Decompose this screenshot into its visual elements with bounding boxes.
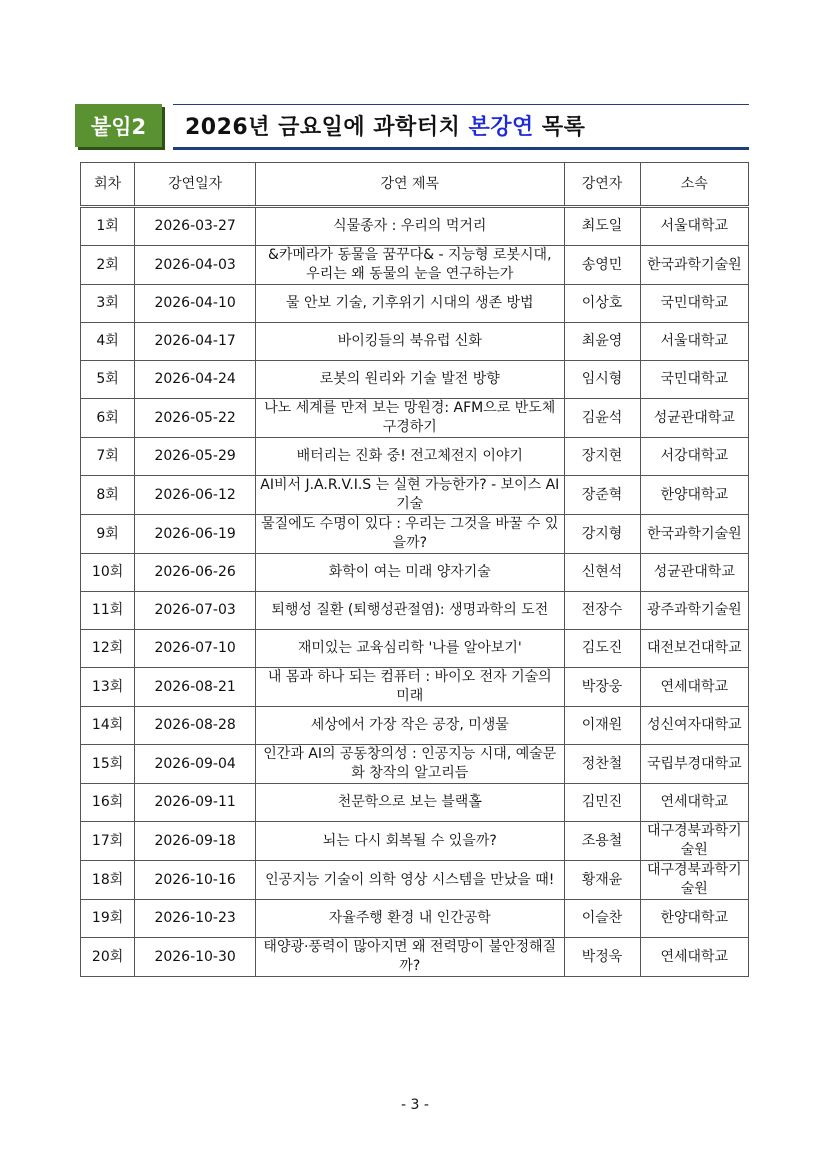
- cell-affiliation: 연세대학교: [640, 938, 748, 977]
- cell-title: 내 몸과 하나 되는 컴퓨터 : 바이오 전자 기술의 미래: [256, 668, 564, 707]
- cell-no: 9회: [81, 515, 135, 554]
- title-highlight: 본강연: [468, 115, 534, 140]
- cell-title: &카메라가 동물을 꿈꾸다& - 지능형 로봇시대, 우리는 왜 동물의 눈을 연구하는가: [256, 246, 564, 285]
- cell-no: 2회: [81, 246, 135, 285]
- cell-date: 2026-06-26: [135, 554, 256, 592]
- table-row: [81, 246, 749, 285]
- column-header-no: 회차: [81, 163, 135, 207]
- cell-no: 6회: [81, 399, 135, 438]
- cell-affiliation: 성균관대학교: [640, 399, 748, 438]
- cell-date: 2026-09-11: [135, 784, 256, 822]
- cell-affiliation: 서울대학교: [640, 207, 748, 246]
- cell-affiliation: 연세대학교: [640, 668, 748, 707]
- column-header-speaker: 강연자: [564, 163, 640, 207]
- cell-speaker: 황재윤: [564, 861, 640, 900]
- cell-speaker: 이슬찬: [564, 900, 640, 938]
- cell-date: 2026-04-03: [135, 246, 256, 285]
- table-row: [81, 207, 749, 246]
- title-suffix: 목록: [533, 115, 586, 140]
- cell-affiliation: 국민대학교: [640, 361, 748, 399]
- cell-title: 퇴행성 질환 (퇴행성관절염): 생명과학의 도전: [256, 592, 564, 630]
- cell-title: 세상에서 가장 작은 공장, 미생물: [256, 707, 564, 745]
- cell-date: 2026-07-03: [135, 592, 256, 630]
- title-rule-top: [173, 104, 749, 105]
- cell-date: 2026-06-12: [135, 476, 256, 515]
- cell-speaker: 임시형: [564, 361, 640, 399]
- table-row: [81, 784, 749, 822]
- table-row: [81, 707, 749, 745]
- table-header-row: [81, 163, 749, 207]
- cell-date: 2026-10-23: [135, 900, 256, 938]
- cell-date: 2026-05-22: [135, 399, 256, 438]
- table-row: [81, 515, 749, 554]
- cell-date: 2026-04-10: [135, 285, 256, 323]
- table-row: [81, 745, 749, 784]
- cell-date: 2026-07-10: [135, 630, 256, 668]
- cell-date: 2026-08-28: [135, 707, 256, 745]
- cell-date: 2026-03-27: [135, 207, 256, 246]
- cell-no: 14회: [81, 707, 135, 745]
- cell-no: 5회: [81, 361, 135, 399]
- table-row: [81, 592, 749, 630]
- cell-no: 16회: [81, 784, 135, 822]
- column-header-title: 강연 제목: [256, 163, 564, 207]
- table-row: [81, 861, 749, 900]
- cell-affiliation: 서울대학교: [640, 323, 748, 361]
- cell-title: 재미있는 교육심리학 '나를 알아보기': [256, 630, 564, 668]
- cell-affiliation: 대전보건대학교: [640, 630, 748, 668]
- cell-title: 바이킹들의 북유럽 신화: [256, 323, 564, 361]
- cell-title: 나노 세계를 만져 보는 망원경: AFM으로 반도체 구경하기: [256, 399, 564, 438]
- cell-title: 식물종자 : 우리의 먹거리: [256, 207, 564, 246]
- cell-no: 11회: [81, 592, 135, 630]
- cell-affiliation: 대구경북과학기술원: [640, 822, 748, 861]
- cell-speaker: 김윤석: [564, 399, 640, 438]
- cell-title: 자율주행 환경 내 인간공학: [256, 900, 564, 938]
- cell-title: 인간과 AI의 공동창의성 : 인공지능 시대, 예술문화 창작의 알고리듬: [256, 745, 564, 784]
- cell-title: 화학이 여는 미래 양자기술: [256, 554, 564, 592]
- cell-date: 2026-09-04: [135, 745, 256, 784]
- page-number: - 3 -: [401, 1097, 429, 1113]
- cell-no: 1회: [81, 207, 135, 246]
- cell-no: 19회: [81, 900, 135, 938]
- cell-no: 17회: [81, 822, 135, 861]
- table-row: [81, 900, 749, 938]
- attachment-badge: 붙임2: [75, 104, 162, 147]
- cell-no: 3회: [81, 285, 135, 323]
- cell-date: 2026-10-16: [135, 861, 256, 900]
- cell-title: 물 안보 기술, 기후위기 시대의 생존 방법: [256, 285, 564, 323]
- cell-no: 7회: [81, 438, 135, 476]
- cell-affiliation: 한국과학기술원: [640, 246, 748, 285]
- cell-no: 18회: [81, 861, 135, 900]
- cell-no: 10회: [81, 554, 135, 592]
- cell-speaker: 김민진: [564, 784, 640, 822]
- document-header: [75, 104, 749, 150]
- lecture-table: [80, 162, 749, 977]
- cell-title: 배터리는 진화 중! 전고체전지 이야기: [256, 438, 564, 476]
- table-row: [81, 476, 749, 515]
- cell-title: 로봇의 원리와 기술 발전 방향: [256, 361, 564, 399]
- cell-speaker: 강지형: [564, 515, 640, 554]
- cell-speaker: 김도진: [564, 630, 640, 668]
- table-row: [81, 938, 749, 977]
- cell-date: 2026-04-17: [135, 323, 256, 361]
- title-rule-bottom: [173, 147, 749, 150]
- cell-date: 2026-04-24: [135, 361, 256, 399]
- cell-speaker: 박장웅: [564, 668, 640, 707]
- table-row: [81, 361, 749, 399]
- cell-date: 2026-06-19: [135, 515, 256, 554]
- cell-speaker: 이상호: [564, 285, 640, 323]
- cell-affiliation: 한양대학교: [640, 900, 748, 938]
- table-row: [81, 668, 749, 707]
- cell-affiliation: 연세대학교: [640, 784, 748, 822]
- cell-speaker: 박정욱: [564, 938, 640, 977]
- table-row: [81, 438, 749, 476]
- cell-no: 12회: [81, 630, 135, 668]
- table-body: [81, 207, 749, 977]
- cell-speaker: 전장수: [564, 592, 640, 630]
- table-row: [81, 323, 749, 361]
- page-title: [185, 110, 585, 141]
- cell-date: 2026-09-18: [135, 822, 256, 861]
- cell-title: AI비서 J.A.R.V.I.S 는 실현 가능한가? - 보이스 AI 기술: [256, 476, 564, 515]
- cell-no: 15회: [81, 745, 135, 784]
- cell-affiliation: 한양대학교: [640, 476, 748, 515]
- table-row: [81, 554, 749, 592]
- cell-speaker: 최도일: [564, 207, 640, 246]
- cell-affiliation: 성신여자대학교: [640, 707, 748, 745]
- cell-affiliation: 대구경북과학기술원: [640, 861, 748, 900]
- cell-no: 20회: [81, 938, 135, 977]
- title-prefix: 2026년 금요일에 과학터치: [185, 115, 469, 140]
- cell-date: 2026-10-30: [135, 938, 256, 977]
- cell-speaker: 조용철: [564, 822, 640, 861]
- column-header-date: 강연일자: [135, 163, 256, 207]
- cell-speaker: 최윤영: [564, 323, 640, 361]
- column-header-affiliation: 소속: [640, 163, 748, 207]
- cell-affiliation: 서강대학교: [640, 438, 748, 476]
- table-row: [81, 630, 749, 668]
- cell-speaker: 송영민: [564, 246, 640, 285]
- table-row: [81, 399, 749, 438]
- cell-affiliation: 국민대학교: [640, 285, 748, 323]
- cell-no: 8회: [81, 476, 135, 515]
- cell-title: 인공지능 기술이 의학 영상 시스템을 만났을 때!: [256, 861, 564, 900]
- cell-speaker: 장준혁: [564, 476, 640, 515]
- cell-speaker: 정찬철: [564, 745, 640, 784]
- cell-no: 4회: [81, 323, 135, 361]
- cell-affiliation: 한국과학기술원: [640, 515, 748, 554]
- cell-date: 2026-08-21: [135, 668, 256, 707]
- table-row: [81, 285, 749, 323]
- cell-affiliation: 국립부경대학교: [640, 745, 748, 784]
- cell-title: 물질에도 수명이 있다 : 우리는 그것을 바꿀 수 있을까?: [256, 515, 564, 554]
- cell-speaker: 장지현: [564, 438, 640, 476]
- cell-speaker: 신현석: [564, 554, 640, 592]
- cell-title: 태양광·풍력이 많아지면 왜 전력망이 불안정해질까?: [256, 938, 564, 977]
- table-row: [81, 822, 749, 861]
- cell-affiliation: 광주과학기술원: [640, 592, 748, 630]
- cell-no: 13회: [81, 668, 135, 707]
- cell-affiliation: 성균관대학교: [640, 554, 748, 592]
- cell-date: 2026-05-29: [135, 438, 256, 476]
- cell-speaker: 이재원: [564, 707, 640, 745]
- cell-title: 뇌는 다시 회복될 수 있을까?: [256, 822, 564, 861]
- cell-title: 천문학으로 보는 블랙홀: [256, 784, 564, 822]
